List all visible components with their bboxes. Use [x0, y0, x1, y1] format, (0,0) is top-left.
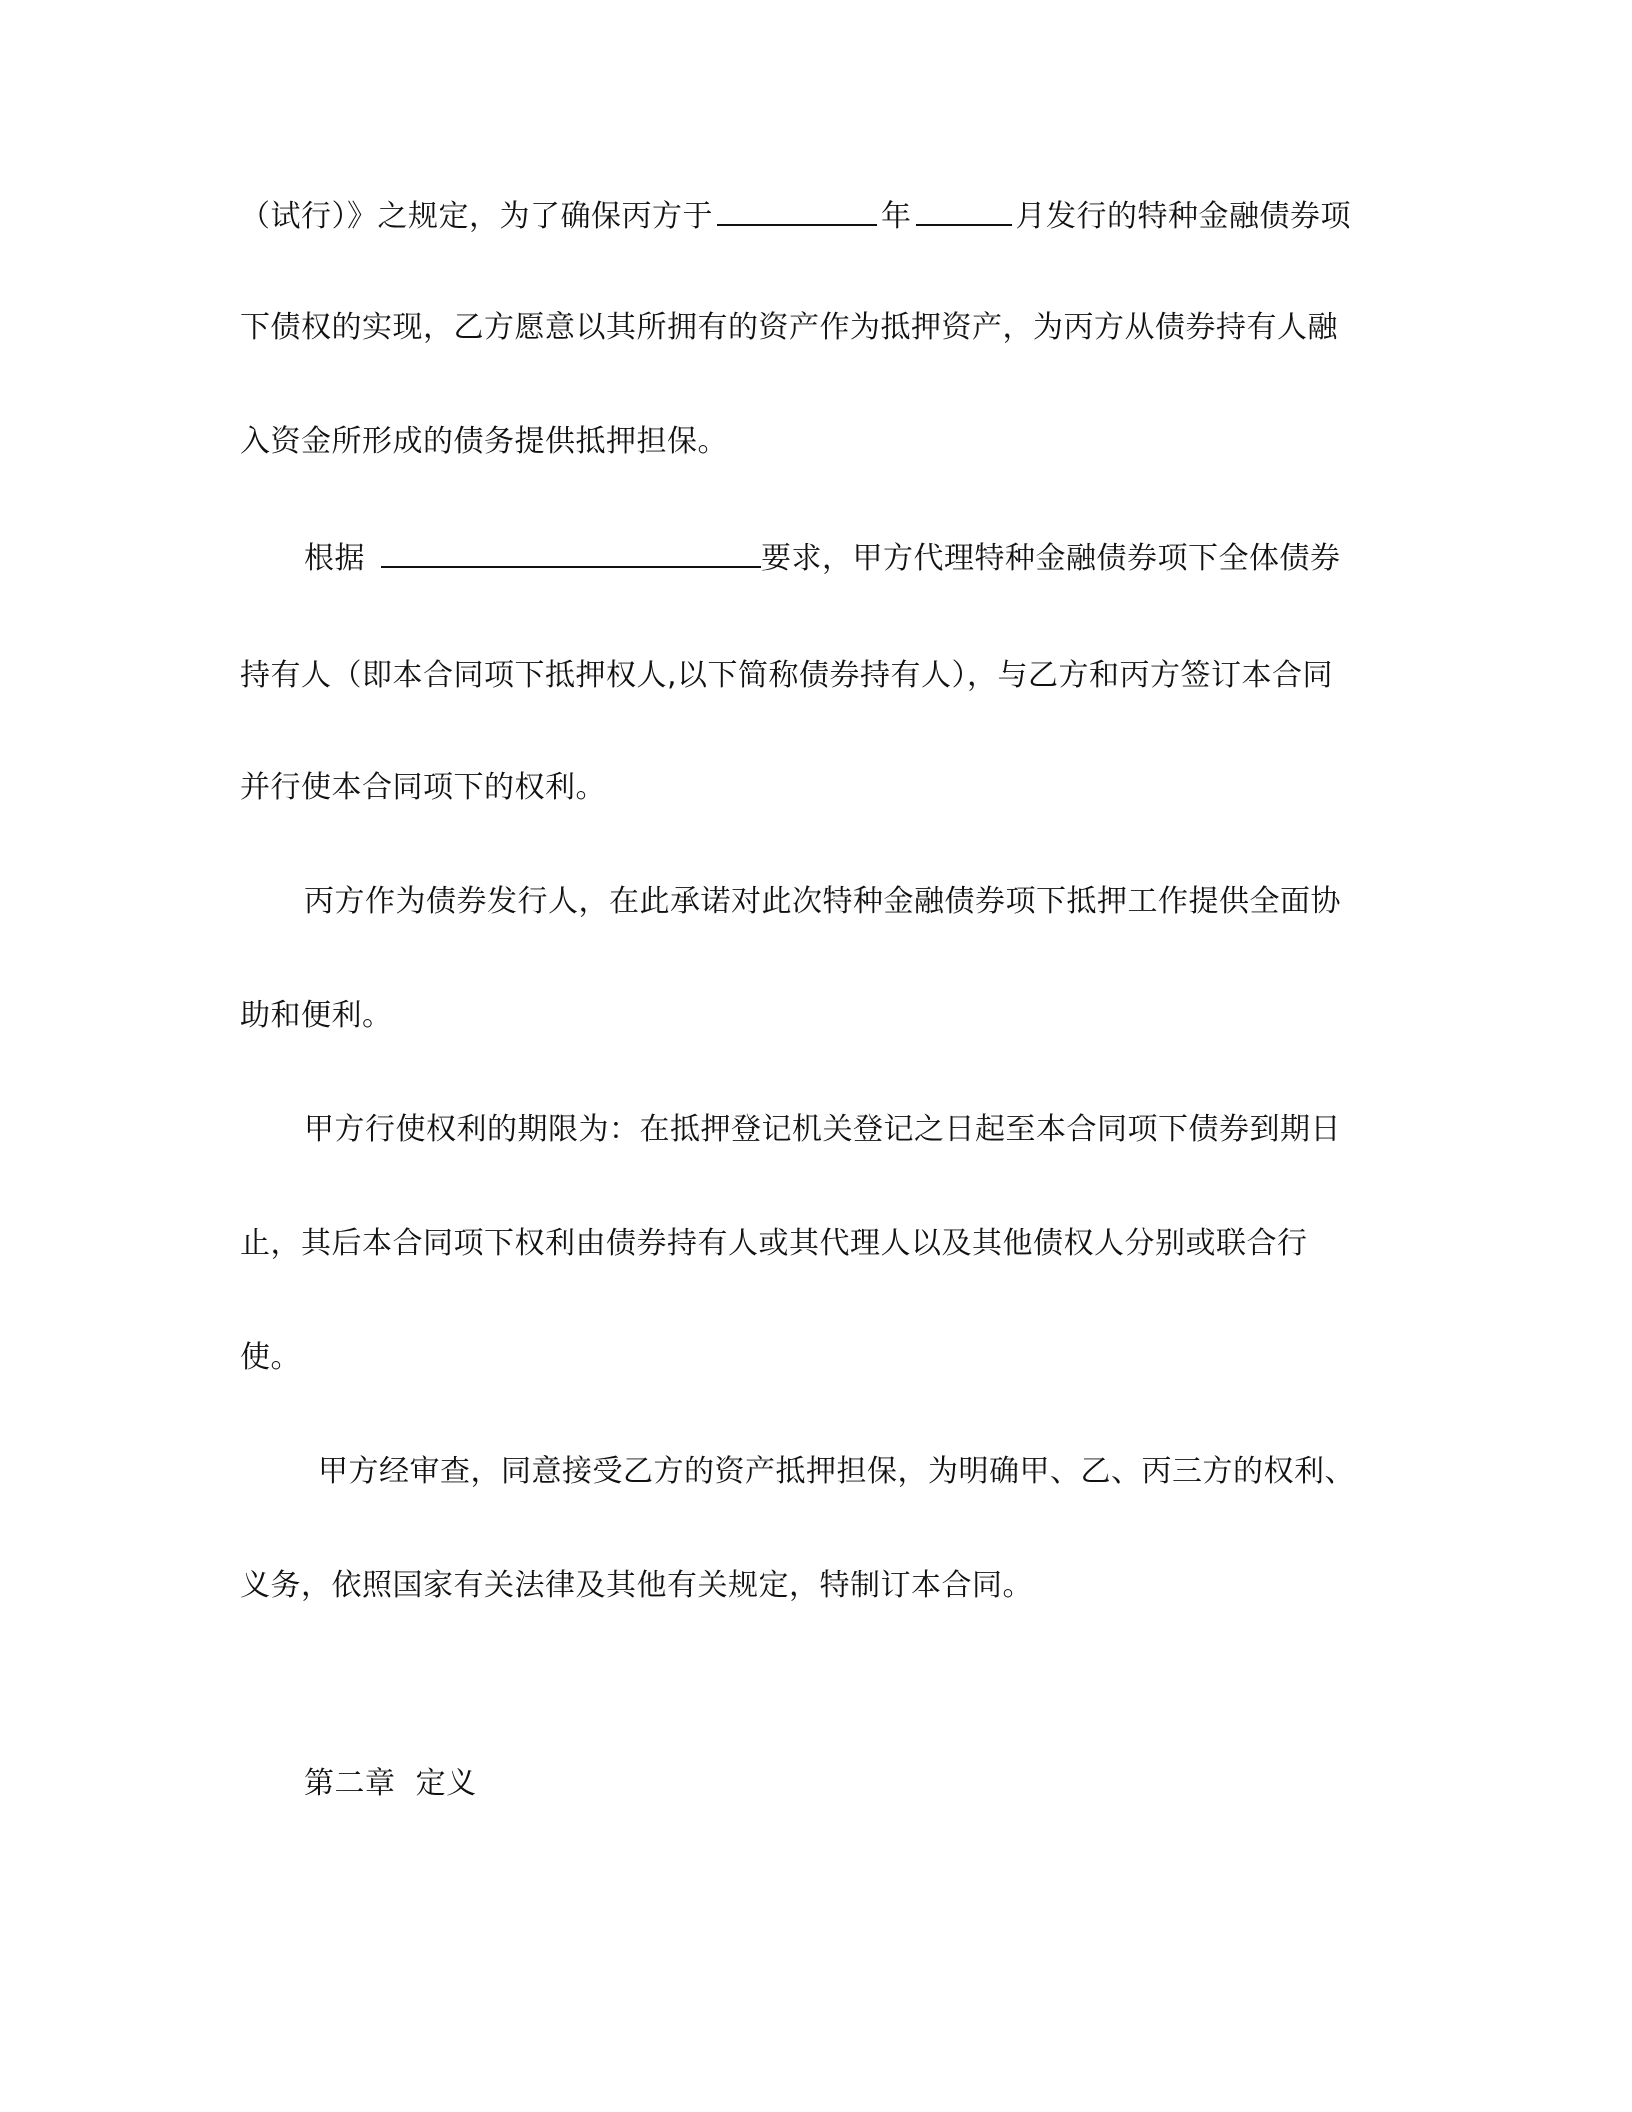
- blank-basis-field: [381, 536, 761, 568]
- text-segment: （试行）》之规定，为了确保丙方于: [240, 199, 713, 234]
- paragraph-line: 入资金所形成的债务提供抵押担保。: [240, 424, 728, 459]
- paragraph-line: 甲方行使权利的期限为：在抵押登记机关登记之日起至本合同项下债券到期日: [304, 1112, 1341, 1147]
- paragraph-line: 助和便利。: [240, 998, 393, 1033]
- chapter-heading: 第二章 定义: [304, 1766, 477, 1801]
- paragraph-line: 持有人（即本合同项下抵押权人,以下简称债券持有人），与乙方和丙方签订本合同: [240, 658, 1334, 693]
- text-segment: 月发行的特种金融债券项: [1015, 199, 1351, 234]
- paragraph-line: 使。: [240, 1340, 301, 1375]
- blank-month-field: [916, 194, 1012, 226]
- paragraph-line: 止，其后本合同项下权利由债券持有人或其代理人以及其他债权人分别或联合行: [240, 1226, 1308, 1261]
- paragraph-line: [240, 194, 1351, 234]
- text-segment: 根据: [304, 541, 365, 576]
- blank-year-field: [717, 194, 877, 226]
- text-segment: 要求，甲方代理特种金融债券项下全体债券: [761, 541, 1341, 576]
- paragraph-line: [304, 536, 1341, 576]
- paragraph-line: 甲方经审查，同意接受乙方的资产抵押担保，为明确甲、乙、丙三方的权利、: [318, 1454, 1355, 1489]
- text-segment: 年: [881, 199, 912, 234]
- paragraph-line: 义务，依照国家有关法律及其他有关规定，特制订本合同。: [240, 1568, 1033, 1603]
- paragraph-line: 并行使本合同项下的权利。: [240, 770, 606, 805]
- paragraph-line: 下债权的实现，乙方愿意以其所拥有的资产作为抵押资产，为丙方从债券持有人融: [240, 310, 1338, 345]
- paragraph-line: 丙方作为债券发行人，在此承诺对此次特种金融债券项下抵押工作提供全面协: [304, 884, 1341, 919]
